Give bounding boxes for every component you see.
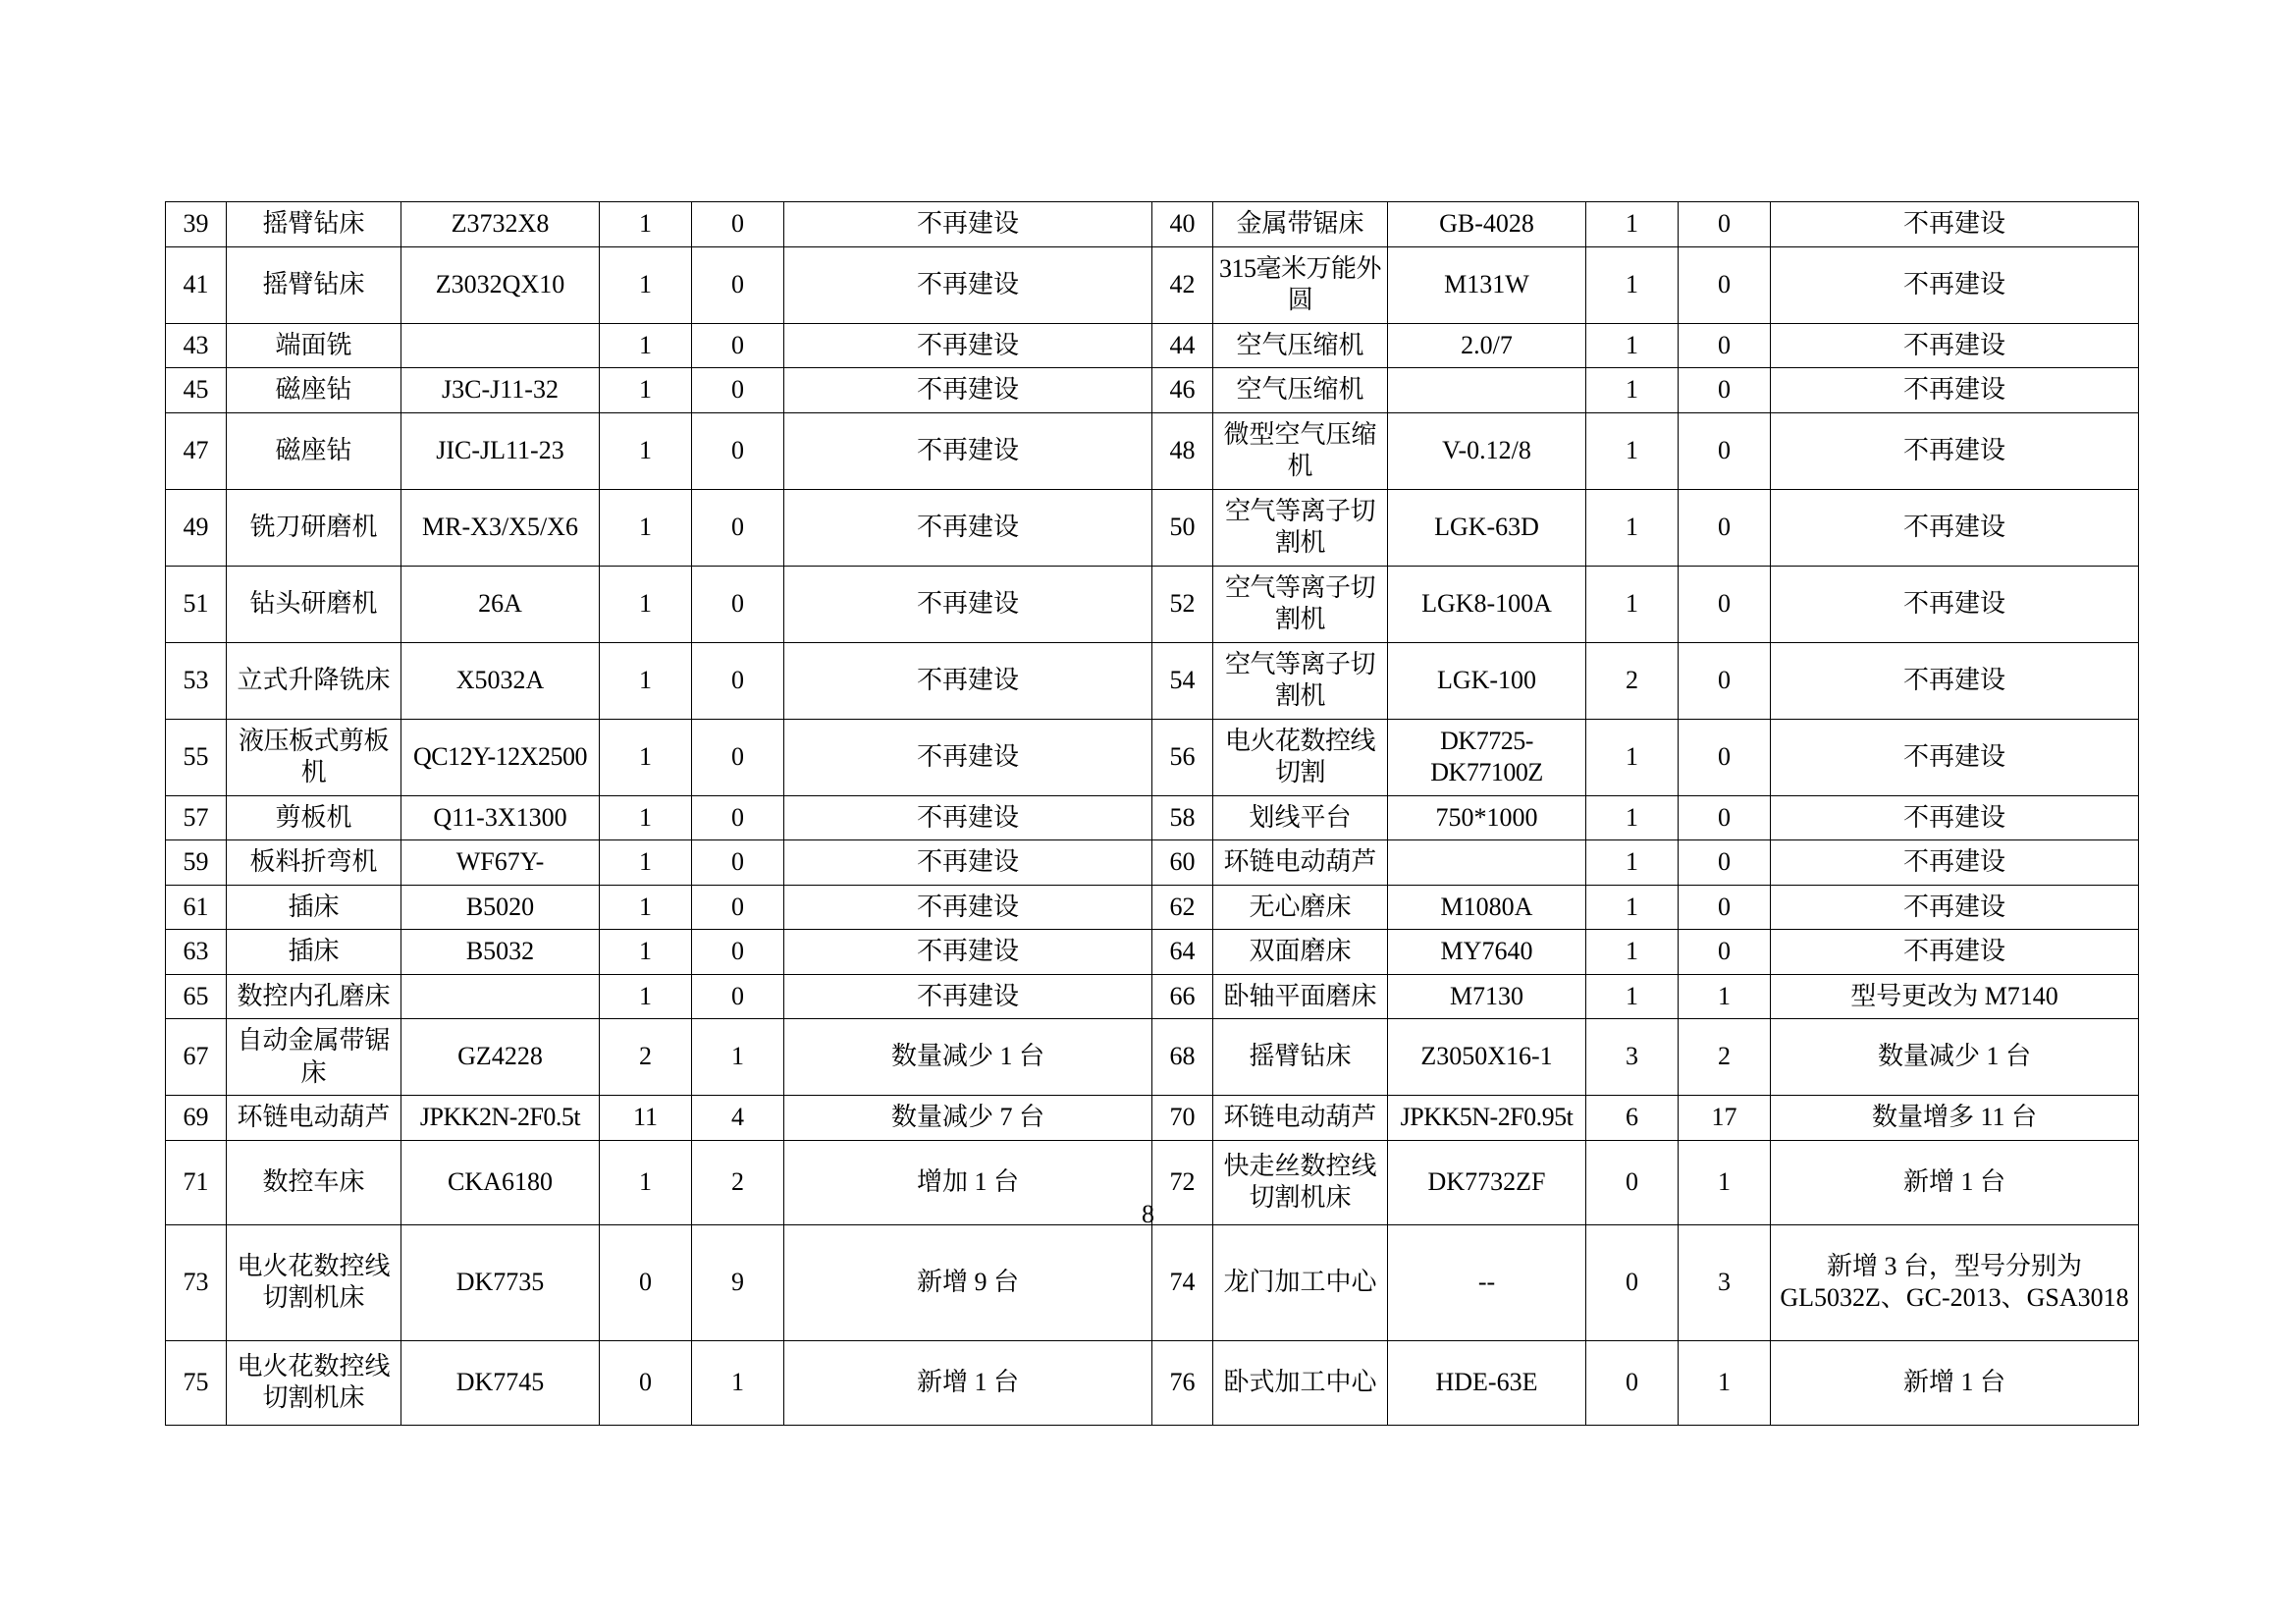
cell-note: 不再建设 bbox=[784, 368, 1152, 413]
cell-model bbox=[401, 974, 600, 1019]
cell-equipment-name: 剪板机 bbox=[227, 795, 401, 840]
cell-model: 26A bbox=[401, 566, 600, 642]
cell-seq: 50 bbox=[1152, 489, 1213, 566]
cell-qty-current: 0 bbox=[1679, 368, 1771, 413]
cell-equipment-name: 摇臂钻床 bbox=[227, 202, 401, 247]
cell-equipment-name: 液压板式剪板机 bbox=[227, 719, 401, 795]
table-row bbox=[166, 489, 2139, 566]
cell-seq: 58 bbox=[1152, 795, 1213, 840]
cell-qty-original: 11 bbox=[600, 1096, 692, 1141]
cell-equipment-name: 微型空气压缩机 bbox=[1213, 412, 1388, 489]
cell-note: 不再建设 bbox=[784, 489, 1152, 566]
cell-qty-current: 0 bbox=[1679, 246, 1771, 323]
cell-note: 不再建设 bbox=[784, 566, 1152, 642]
cell-qty-current: 0 bbox=[692, 974, 784, 1019]
cell-seq: 49 bbox=[166, 489, 227, 566]
cell-equipment-name: 双面磨床 bbox=[1213, 930, 1388, 975]
cell-equipment-name: 数控车床 bbox=[227, 1140, 401, 1224]
table-row bbox=[166, 202, 2139, 247]
table-row bbox=[166, 930, 2139, 975]
cell-model: Q11-3X1300 bbox=[401, 795, 600, 840]
cell-qty-current: 1 bbox=[692, 1340, 784, 1425]
cell-qty-original: 1 bbox=[1586, 974, 1679, 1019]
cell-qty-current: 0 bbox=[692, 323, 784, 368]
cell-seq: 56 bbox=[1152, 719, 1213, 795]
cell-seq: 45 bbox=[166, 368, 227, 413]
cell-seq: 62 bbox=[1152, 885, 1213, 930]
table-row bbox=[166, 1224, 2139, 1340]
cell-qty-current: 0 bbox=[692, 719, 784, 795]
cell-qty-original: 1 bbox=[600, 719, 692, 795]
cell-model: LGK-100 bbox=[1388, 642, 1586, 719]
cell-note: 不再建设 bbox=[784, 930, 1152, 975]
cell-qty-original: 1 bbox=[600, 974, 692, 1019]
cell-note: 不再建设 bbox=[1771, 795, 2139, 840]
cell-seq: 71 bbox=[166, 1140, 227, 1224]
cell-qty-current: 17 bbox=[1679, 1096, 1771, 1141]
cell-model: M131W bbox=[1388, 246, 1586, 323]
cell-note: 不再建设 bbox=[1771, 885, 2139, 930]
cell-note: 不再建设 bbox=[1771, 489, 2139, 566]
cell-qty-original: 1 bbox=[600, 412, 692, 489]
cell-model: V-0.12/8 bbox=[1388, 412, 1586, 489]
table-row bbox=[166, 642, 2139, 719]
cell-seq: 67 bbox=[166, 1019, 227, 1096]
cell-seq: 54 bbox=[1152, 642, 1213, 719]
cell-seq: 72 bbox=[1152, 1140, 1213, 1224]
cell-seq: 46 bbox=[1152, 368, 1213, 413]
cell-qty-current: 3 bbox=[1679, 1224, 1771, 1340]
cell-qty-current: 0 bbox=[1679, 489, 1771, 566]
cell-note: 数量减少 7 台 bbox=[784, 1096, 1152, 1141]
cell-model: Z3050X16-1 bbox=[1388, 1019, 1586, 1096]
cell-qty-original: 1 bbox=[1586, 489, 1679, 566]
cell-model: WF67Y- bbox=[401, 840, 600, 886]
cell-note: 不再建设 bbox=[784, 412, 1152, 489]
cell-equipment-name: 卧式加工中心 bbox=[1213, 1340, 1388, 1425]
cell-note: 不再建设 bbox=[1771, 566, 2139, 642]
cell-seq: 60 bbox=[1152, 840, 1213, 886]
cell-seq: 53 bbox=[166, 642, 227, 719]
cell-qty-original: 1 bbox=[1586, 885, 1679, 930]
table-row bbox=[166, 1340, 2139, 1425]
cell-model: DK7735 bbox=[401, 1224, 600, 1340]
cell-note: 新增 1 台 bbox=[1771, 1340, 2139, 1425]
cell-qty-original: 1 bbox=[1586, 323, 1679, 368]
cell-qty-current: 1 bbox=[1679, 1140, 1771, 1224]
cell-qty-original: 1 bbox=[600, 885, 692, 930]
cell-note: 不再建设 bbox=[1771, 323, 2139, 368]
cell-qty-current: 0 bbox=[1679, 840, 1771, 886]
cell-qty-current: 2 bbox=[1679, 1019, 1771, 1096]
cell-qty-original: 2 bbox=[600, 1019, 692, 1096]
cell-qty-original: 1 bbox=[600, 1140, 692, 1224]
cell-note: 型号更改为 M7140 bbox=[1771, 974, 2139, 1019]
cell-qty-current: 0 bbox=[1679, 885, 1771, 930]
cell-note: 不再建设 bbox=[1771, 368, 2139, 413]
cell-qty-current: 0 bbox=[692, 412, 784, 489]
cell-note: 不再建设 bbox=[784, 795, 1152, 840]
cell-seq: 59 bbox=[166, 840, 227, 886]
cell-qty-current: 0 bbox=[1679, 642, 1771, 719]
cell-qty-original: 0 bbox=[600, 1224, 692, 1340]
cell-note: 数量增多 11 台 bbox=[1771, 1096, 2139, 1141]
cell-model: J3C-J11-32 bbox=[401, 368, 600, 413]
cell-equipment-name: 立式升降铣床 bbox=[227, 642, 401, 719]
cell-qty-current: 0 bbox=[692, 642, 784, 719]
cell-equipment-name: 自动金属带锯床 bbox=[227, 1019, 401, 1096]
cell-model: LGK-63D bbox=[1388, 489, 1586, 566]
cell-equipment-name: 无心磨床 bbox=[1213, 885, 1388, 930]
cell-model: JIC-JL11-23 bbox=[401, 412, 600, 489]
cell-model: Z3732X8 bbox=[401, 202, 600, 247]
cell-model bbox=[401, 323, 600, 368]
cell-qty-current: 0 bbox=[1679, 930, 1771, 975]
cell-note: 新增 1 台 bbox=[784, 1340, 1152, 1425]
cell-qty-original: 0 bbox=[1586, 1140, 1679, 1224]
cell-qty-original: 1 bbox=[600, 566, 692, 642]
cell-qty-original: 1 bbox=[1586, 412, 1679, 489]
cell-equipment-name: 环链电动葫芦 bbox=[1213, 840, 1388, 886]
cell-equipment-name: 卧轴平面磨床 bbox=[1213, 974, 1388, 1019]
cell-model: MY7640 bbox=[1388, 930, 1586, 975]
cell-seq: 68 bbox=[1152, 1019, 1213, 1096]
cell-note: 不再建设 bbox=[1771, 202, 2139, 247]
cell-seq: 70 bbox=[1152, 1096, 1213, 1141]
table-row bbox=[166, 974, 2139, 1019]
cell-note: 不再建设 bbox=[1771, 930, 2139, 975]
equipment-table bbox=[165, 201, 2139, 1426]
cell-equipment-name: 环链电动葫芦 bbox=[1213, 1096, 1388, 1141]
cell-model: CKA6180 bbox=[401, 1140, 600, 1224]
cell-equipment-name: 315毫米万能外圆 bbox=[1213, 246, 1388, 323]
cell-seq: 43 bbox=[166, 323, 227, 368]
cell-note: 数量减少 1 台 bbox=[1771, 1019, 2139, 1096]
cell-model: QC12Y-12X2500 bbox=[401, 719, 600, 795]
cell-note: 不再建设 bbox=[1771, 719, 2139, 795]
cell-seq: 76 bbox=[1152, 1340, 1213, 1425]
cell-qty-original: 1 bbox=[600, 930, 692, 975]
equipment-table-body bbox=[166, 202, 2139, 1426]
cell-note: 不再建设 bbox=[1771, 246, 2139, 323]
cell-seq: 40 bbox=[1152, 202, 1213, 247]
cell-seq: 57 bbox=[166, 795, 227, 840]
cell-qty-current: 1 bbox=[1679, 1340, 1771, 1425]
cell-note: 不再建设 bbox=[784, 719, 1152, 795]
cell-equipment-name: 电火花数控线切割机床 bbox=[227, 1224, 401, 1340]
cell-equipment-name: 快走丝数控线切割机床 bbox=[1213, 1140, 1388, 1224]
cell-qty-original: 0 bbox=[1586, 1340, 1679, 1425]
cell-qty-current: 0 bbox=[692, 885, 784, 930]
cell-note: 新增 3 台，型号分别为 GL5032Z、GC-2013、GSA3018 bbox=[1771, 1224, 2139, 1340]
cell-model: LGK8-100A bbox=[1388, 566, 1586, 642]
cell-note: 不再建设 bbox=[1771, 412, 2139, 489]
cell-model: B5032 bbox=[401, 930, 600, 975]
table-row bbox=[166, 1019, 2139, 1096]
cell-qty-current: 0 bbox=[692, 246, 784, 323]
table-row bbox=[166, 1096, 2139, 1141]
table-row bbox=[166, 368, 2139, 413]
cell-equipment-name: 插床 bbox=[227, 885, 401, 930]
cell-qty-original: 1 bbox=[1586, 840, 1679, 886]
cell-equipment-name: 空气压缩机 bbox=[1213, 323, 1388, 368]
table-row bbox=[166, 840, 2139, 886]
cell-seq: 42 bbox=[1152, 246, 1213, 323]
cell-model: M1080A bbox=[1388, 885, 1586, 930]
cell-qty-current: 0 bbox=[692, 566, 784, 642]
cell-model: 750*1000 bbox=[1388, 795, 1586, 840]
cell-qty-original: 6 bbox=[1586, 1096, 1679, 1141]
cell-note: 不再建设 bbox=[784, 974, 1152, 1019]
cell-note: 不再建设 bbox=[784, 246, 1152, 323]
cell-qty-original: 1 bbox=[1586, 719, 1679, 795]
cell-equipment-name: 摇臂钻床 bbox=[227, 246, 401, 323]
cell-model: JPKK2N-2F0.5t bbox=[401, 1096, 600, 1141]
cell-qty-original: 1 bbox=[1586, 202, 1679, 247]
cell-model: B5020 bbox=[401, 885, 600, 930]
cell-seq: 63 bbox=[166, 930, 227, 975]
cell-qty-original: 1 bbox=[600, 368, 692, 413]
cell-note: 不再建设 bbox=[784, 202, 1152, 247]
table-row bbox=[166, 566, 2139, 642]
cell-model: DK7732ZF bbox=[1388, 1140, 1586, 1224]
cell-equipment-name: 磁座钻 bbox=[227, 368, 401, 413]
cell-model: 2.0/7 bbox=[1388, 323, 1586, 368]
cell-equipment-name: 插床 bbox=[227, 930, 401, 975]
cell-equipment-name: 划线平台 bbox=[1213, 795, 1388, 840]
cell-equipment-name: 空气等离子切割机 bbox=[1213, 566, 1388, 642]
cell-equipment-name: 空气等离子切割机 bbox=[1213, 642, 1388, 719]
cell-qty-current: 0 bbox=[1679, 795, 1771, 840]
table-row bbox=[166, 323, 2139, 368]
cell-note: 不再建设 bbox=[784, 323, 1152, 368]
cell-seq: 66 bbox=[1152, 974, 1213, 1019]
cell-qty-current: 0 bbox=[692, 930, 784, 975]
cell-note: 数量减少 1 台 bbox=[784, 1019, 1152, 1096]
cell-equipment-name: 环链电动葫芦 bbox=[227, 1096, 401, 1141]
cell-seq: 69 bbox=[166, 1096, 227, 1141]
cell-equipment-name: 数控内孔磨床 bbox=[227, 974, 401, 1019]
cell-model: M7130 bbox=[1388, 974, 1586, 1019]
cell-seq: 64 bbox=[1152, 930, 1213, 975]
cell-seq: 41 bbox=[166, 246, 227, 323]
cell-equipment-name: 板料折弯机 bbox=[227, 840, 401, 886]
cell-seq: 39 bbox=[166, 202, 227, 247]
cell-qty-original: 2 bbox=[1586, 642, 1679, 719]
cell-note: 不再建设 bbox=[784, 840, 1152, 886]
cell-equipment-name: 空气压缩机 bbox=[1213, 368, 1388, 413]
table-row bbox=[166, 246, 2139, 323]
cell-qty-original: 1 bbox=[600, 642, 692, 719]
cell-seq: 52 bbox=[1152, 566, 1213, 642]
cell-model: GZ4228 bbox=[401, 1019, 600, 1096]
cell-seq: 51 bbox=[166, 566, 227, 642]
table-row bbox=[166, 885, 2139, 930]
table-row bbox=[166, 719, 2139, 795]
cell-seq: 74 bbox=[1152, 1224, 1213, 1340]
cell-seq: 48 bbox=[1152, 412, 1213, 489]
cell-model: MR-X3/X5/X6 bbox=[401, 489, 600, 566]
table-row bbox=[166, 795, 2139, 840]
cell-qty-current: 0 bbox=[692, 202, 784, 247]
cell-model: JPKK5N-2F0.95t bbox=[1388, 1096, 1586, 1141]
cell-qty-original: 1 bbox=[600, 795, 692, 840]
cell-note: 不再建设 bbox=[1771, 840, 2139, 886]
cell-qty-original: 1 bbox=[1586, 795, 1679, 840]
cell-equipment-name: 电火花数控线切割机床 bbox=[227, 1340, 401, 1425]
cell-equipment-name: 钻头研磨机 bbox=[227, 566, 401, 642]
cell-qty-original: 0 bbox=[1586, 1224, 1679, 1340]
cell-model bbox=[1388, 368, 1586, 413]
equipment-table-container bbox=[165, 201, 2138, 1426]
cell-qty-current: 1 bbox=[1679, 974, 1771, 1019]
cell-qty-current: 0 bbox=[692, 368, 784, 413]
cell-seq: 61 bbox=[166, 885, 227, 930]
cell-model: -- bbox=[1388, 1224, 1586, 1340]
cell-qty-current: 0 bbox=[692, 840, 784, 886]
cell-qty-original: 1 bbox=[1586, 566, 1679, 642]
cell-qty-current: 0 bbox=[1679, 412, 1771, 489]
cell-equipment-name: 空气等离子切割机 bbox=[1213, 489, 1388, 566]
cell-note: 新增 1 台 bbox=[1771, 1140, 2139, 1224]
cell-note: 新增 9 台 bbox=[784, 1224, 1152, 1340]
cell-qty-original: 1 bbox=[1586, 246, 1679, 323]
cell-qty-current: 4 bbox=[692, 1096, 784, 1141]
cell-qty-original: 3 bbox=[1586, 1019, 1679, 1096]
cell-model bbox=[1388, 840, 1586, 886]
cell-qty-original: 0 bbox=[600, 1340, 692, 1425]
cell-equipment-name: 龙门加工中心 bbox=[1213, 1224, 1388, 1340]
cell-note: 不再建设 bbox=[1771, 642, 2139, 719]
table-row bbox=[166, 412, 2139, 489]
cell-seq: 44 bbox=[1152, 323, 1213, 368]
cell-seq: 65 bbox=[166, 974, 227, 1019]
cell-seq: 75 bbox=[166, 1340, 227, 1425]
cell-qty-current: 1 bbox=[692, 1019, 784, 1096]
cell-note: 增加 1 台 bbox=[784, 1140, 1152, 1224]
cell-qty-current: 9 bbox=[692, 1224, 784, 1340]
cell-model: DK7725-DK77100Z bbox=[1388, 719, 1586, 795]
cell-seq: 55 bbox=[166, 719, 227, 795]
cell-equipment-name: 摇臂钻床 bbox=[1213, 1019, 1388, 1096]
cell-equipment-name: 电火花数控线切割 bbox=[1213, 719, 1388, 795]
page-number: 8 bbox=[1142, 1200, 1154, 1228]
cell-qty-original: 1 bbox=[600, 202, 692, 247]
cell-model: DK7745 bbox=[401, 1340, 600, 1425]
cell-qty-current: 0 bbox=[1679, 719, 1771, 795]
cell-equipment-name: 端面铣 bbox=[227, 323, 401, 368]
cell-qty-original: 1 bbox=[1586, 930, 1679, 975]
cell-model: Z3032QX10 bbox=[401, 246, 600, 323]
cell-qty-current: 0 bbox=[692, 795, 784, 840]
cell-seq: 73 bbox=[166, 1224, 227, 1340]
cell-qty-current: 2 bbox=[692, 1140, 784, 1224]
cell-note: 不再建设 bbox=[784, 642, 1152, 719]
cell-equipment-name: 磁座钻 bbox=[227, 412, 401, 489]
cell-model: X5032A bbox=[401, 642, 600, 719]
cell-qty-current: 0 bbox=[1679, 566, 1771, 642]
cell-qty-original: 1 bbox=[600, 489, 692, 566]
cell-model: HDE-63E bbox=[1388, 1340, 1586, 1425]
cell-equipment-name: 铣刀研磨机 bbox=[227, 489, 401, 566]
cell-seq: 47 bbox=[166, 412, 227, 489]
cell-equipment-name: 金属带锯床 bbox=[1213, 202, 1388, 247]
cell-qty-original: 1 bbox=[600, 246, 692, 323]
cell-qty-current: 0 bbox=[692, 489, 784, 566]
cell-qty-original: 1 bbox=[600, 323, 692, 368]
cell-model: GB-4028 bbox=[1388, 202, 1586, 247]
cell-qty-original: 1 bbox=[1586, 368, 1679, 413]
cell-note: 不再建设 bbox=[784, 885, 1152, 930]
cell-qty-current: 0 bbox=[1679, 323, 1771, 368]
cell-qty-original: 1 bbox=[600, 840, 692, 886]
cell-qty-current: 0 bbox=[1679, 202, 1771, 247]
